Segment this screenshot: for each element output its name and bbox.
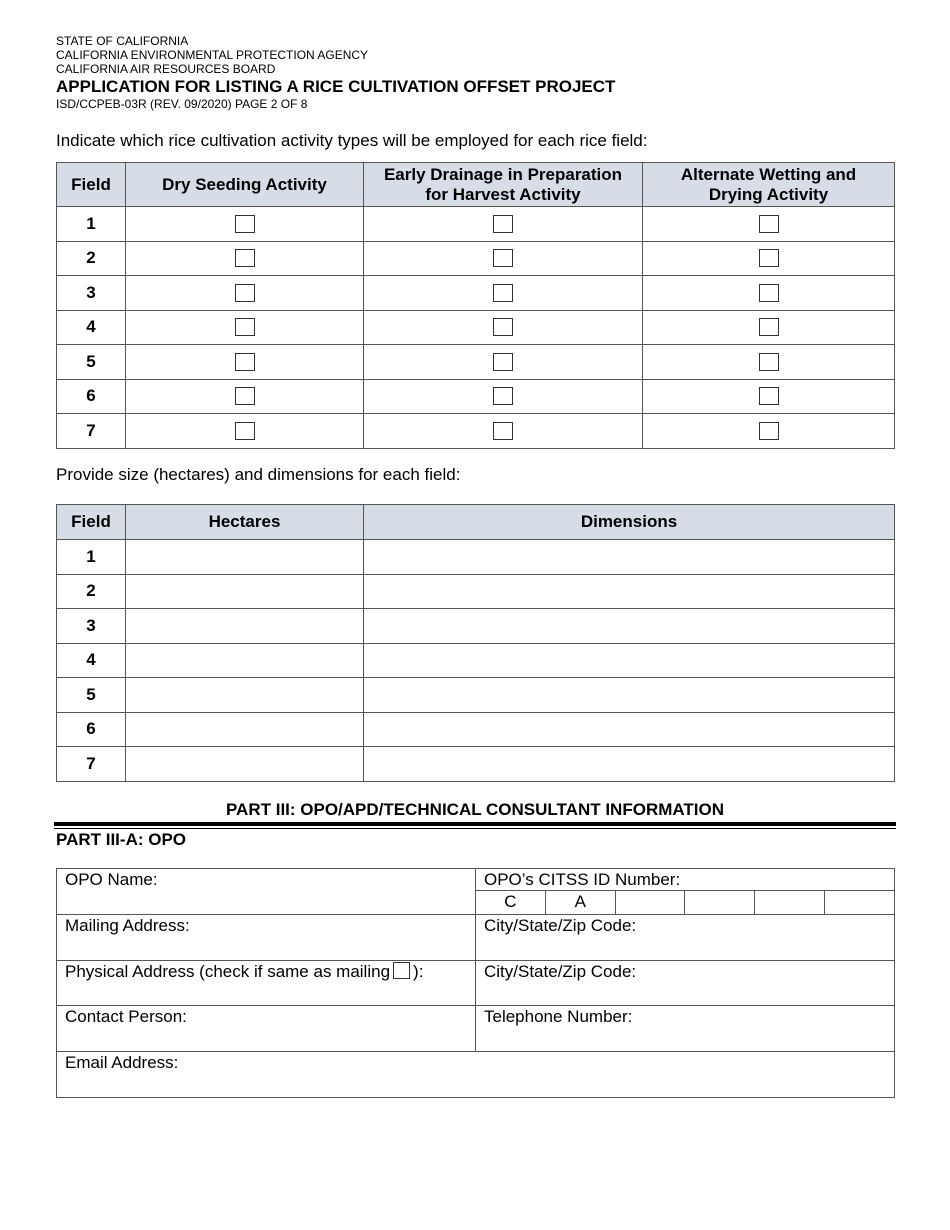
citss-id-label: OPO’s CITSS ID Number:	[476, 869, 894, 891]
awd-checkbox[interactable]	[759, 318, 779, 336]
early-drainage-checkbox[interactable]	[493, 387, 513, 405]
field-number: 6	[57, 712, 126, 747]
activity-table	[56, 162, 895, 449]
dry-seeding-checkbox[interactable]	[235, 422, 255, 440]
city-state-zip-field[interactable]	[476, 915, 895, 961]
document-title: APPLICATION FOR LISTING A RICE CULTIVATION OFFSET PROJECT	[56, 77, 616, 96]
dimensions-input[interactable]	[364, 574, 895, 609]
opo-name-label: OPO Name:	[65, 870, 158, 889]
dry-seeding-cell	[126, 345, 364, 380]
section-divider-thin	[54, 828, 896, 829]
form-id: ISD/CCPEB-03R (REV. 09/2020) PAGE 2 OF 8	[56, 97, 308, 111]
citss-id-digit-input[interactable]	[616, 891, 686, 914]
hectares-input[interactable]	[126, 643, 364, 678]
early-drainage-checkbox[interactable]	[493, 249, 513, 267]
telephone-label: Telephone Number:	[484, 1007, 633, 1026]
dry-seeding-checkbox[interactable]	[235, 284, 255, 302]
city-state-zip-label: City/State/Zip Code:	[484, 916, 637, 935]
activity-row	[57, 379, 895, 414]
hectares-input[interactable]	[126, 712, 364, 747]
field-number: 2	[57, 241, 126, 276]
early-drainage-checkbox[interactable]	[493, 422, 513, 440]
field-number: 3	[57, 609, 126, 644]
awd-cell	[643, 310, 895, 345]
awd-cell	[643, 207, 895, 242]
col-awd-header: Alternate Wetting and Drying Activity	[643, 163, 895, 207]
citss-id-field	[476, 869, 895, 915]
citss-id-digit-input[interactable]	[755, 891, 825, 914]
field-number: 5	[57, 678, 126, 713]
field-number: 2	[57, 574, 126, 609]
activity-row	[57, 414, 895, 449]
dry-seeding-checkbox[interactable]	[235, 387, 255, 405]
awd-cell	[643, 276, 895, 311]
dimensions-input[interactable]	[364, 747, 895, 782]
email-label: Email Address:	[65, 1053, 179, 1072]
hectares-input[interactable]	[126, 574, 364, 609]
early-drainage-cell	[364, 310, 643, 345]
early-drainage-cell	[364, 207, 643, 242]
early-drainage-cell	[364, 379, 643, 414]
hectares-input[interactable]	[126, 609, 364, 644]
col-hectares-header: Hectares	[126, 505, 364, 540]
dry-seeding-checkbox[interactable]	[235, 215, 255, 233]
size-row	[57, 678, 895, 713]
size-row	[57, 712, 895, 747]
header-board: CALIFORNIA AIR RESOURCES BOARD	[56, 62, 276, 76]
dimensions-input[interactable]	[364, 678, 895, 713]
hectares-input[interactable]	[126, 540, 364, 575]
size-table	[56, 504, 895, 782]
field-number: 1	[57, 207, 126, 242]
awd-cell	[643, 414, 895, 449]
col-field-header: Field	[57, 505, 126, 540]
size-row	[57, 747, 895, 782]
awd-checkbox[interactable]	[759, 249, 779, 267]
size-instruction: Provide size (hectares) and dimensions for each field:	[56, 465, 461, 484]
citss-id-digit-input[interactable]	[685, 891, 755, 914]
early-drainage-cell	[364, 345, 643, 380]
awd-cell	[643, 345, 895, 380]
header-state: STATE OF CALIFORNIA	[56, 34, 189, 48]
citss-id-char: C	[476, 891, 546, 914]
physical-address-field[interactable]	[57, 961, 476, 1006]
same-as-mailing-checkbox[interactable]	[393, 962, 410, 979]
early-drainage-cell	[364, 241, 643, 276]
dimensions-input[interactable]	[364, 540, 895, 575]
activity-row	[57, 241, 895, 276]
email-field[interactable]	[57, 1052, 895, 1098]
awd-cell	[643, 379, 895, 414]
field-number: 4	[57, 643, 126, 678]
hectares-input[interactable]	[126, 747, 364, 782]
early-drainage-checkbox[interactable]	[493, 318, 513, 336]
size-row	[57, 609, 895, 644]
col-dry-seeding-header: Dry Seeding Activity	[126, 163, 364, 207]
size-row	[57, 574, 895, 609]
size-row	[57, 643, 895, 678]
early-drainage-checkbox[interactable]	[493, 284, 513, 302]
awd-checkbox[interactable]	[759, 422, 779, 440]
telephone-field[interactable]	[476, 1006, 895, 1052]
dimensions-input[interactable]	[364, 643, 895, 678]
early-drainage-cell	[364, 276, 643, 311]
city-state-zip-label: City/State/Zip Code:	[484, 962, 637, 981]
awd-checkbox[interactable]	[759, 215, 779, 233]
part3-title: PART III: OPO/APD/TECHNICAL CONSULTANT INFORMATION	[225, 800, 724, 819]
dimensions-input[interactable]	[364, 712, 895, 747]
dry-seeding-cell	[126, 207, 364, 242]
dimensions-input[interactable]	[364, 609, 895, 644]
field-number: 5	[57, 345, 126, 380]
awd-checkbox[interactable]	[759, 284, 779, 302]
opo-name-field[interactable]	[57, 869, 476, 915]
field-number: 6	[57, 379, 126, 414]
field-number: 3	[57, 276, 126, 311]
mailing-address-label: Mailing Address:	[65, 916, 190, 935]
contact-person-label: Contact Person:	[65, 1007, 187, 1026]
citss-id-char: A	[546, 891, 616, 914]
citss-id-digit-input[interactable]	[825, 891, 894, 914]
section-divider	[54, 822, 896, 826]
dry-seeding-checkbox[interactable]	[235, 353, 255, 371]
physical-address-label-end: ):	[413, 962, 424, 981]
awd-cell	[643, 241, 895, 276]
activity-row	[57, 276, 895, 311]
dry-seeding-checkbox[interactable]	[235, 249, 255, 267]
field-number: 1	[57, 540, 126, 575]
hectares-input[interactable]	[126, 678, 364, 713]
mailing-address-field[interactable]	[57, 915, 476, 961]
physical-address-label: Physical Address (check if same as mailing	[65, 962, 391, 981]
dry-seeding-cell	[126, 241, 364, 276]
dry-seeding-cell	[126, 414, 364, 449]
activity-row	[57, 310, 895, 345]
part3a-title: PART III-A: OPO	[56, 830, 187, 849]
field-number: 7	[57, 414, 126, 449]
header-agency: CALIFORNIA ENVIRONMENTAL PROTECTION AGENCY	[56, 48, 369, 62]
col-dimensions-header: Dimensions	[364, 505, 895, 540]
physical-city-state-zip-field[interactable]	[476, 961, 895, 1006]
field-number: 4	[57, 310, 126, 345]
early-drainage-checkbox[interactable]	[493, 215, 513, 233]
col-early-drainage-header: Early Drainage in Preparation for Harvest Activity	[364, 163, 643, 207]
opo-info-table	[56, 868, 895, 1098]
awd-checkbox[interactable]	[759, 353, 779, 371]
form-header	[56, 34, 615, 111]
col-field-header: Field	[57, 163, 126, 207]
field-number: 7	[57, 747, 126, 782]
dry-seeding-checkbox[interactable]	[235, 318, 255, 336]
contact-person-field[interactable]	[57, 1006, 476, 1052]
activity-row	[57, 345, 895, 380]
dry-seeding-cell	[126, 379, 364, 414]
early-drainage-cell	[364, 414, 643, 449]
citss-id-boxes	[476, 891, 894, 914]
dry-seeding-cell	[126, 276, 364, 311]
size-row	[57, 540, 895, 575]
awd-checkbox[interactable]	[759, 387, 779, 405]
early-drainage-checkbox[interactable]	[493, 353, 513, 371]
activity-instruction: Indicate which rice cultivation activity types will be employed for each rice field:	[56, 131, 648, 150]
dry-seeding-cell	[126, 310, 364, 345]
activity-row	[57, 207, 895, 242]
